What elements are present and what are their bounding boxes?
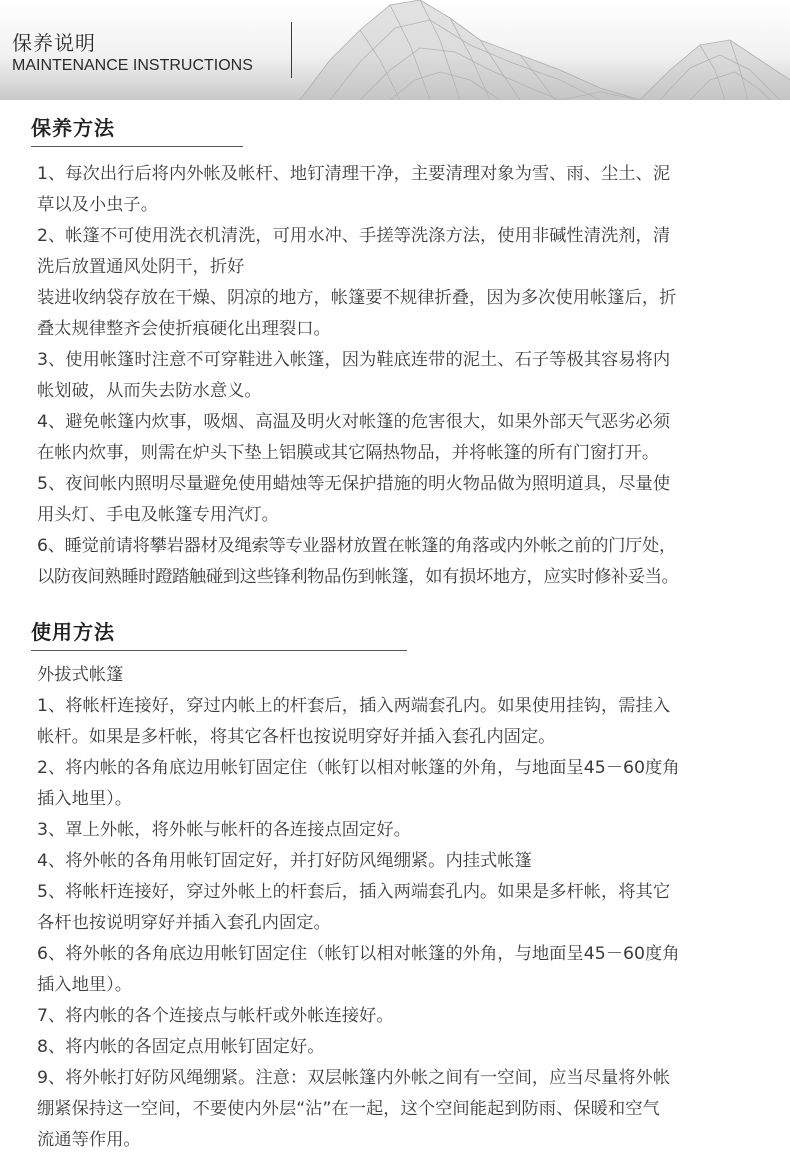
maintenance-line: 1、每次出行后将内外帐及帐杆、地钉清理干净，主要清理对象为雪、雨、尘土、泥 bbox=[37, 164, 671, 184]
maintenance-line: 在帐内炊事，则需在炉头下垫上铝膜或其它隔热物品，并将帐篷的所有门窗打开。 bbox=[37, 443, 660, 463]
maintenance-section-rule bbox=[31, 146, 243, 147]
usage-line: 流通等作用。 bbox=[37, 1130, 141, 1150]
maintenance-line: 用头灯、手电及帐篷专用汽灯。 bbox=[37, 505, 279, 525]
maintenance-line: 以防夜间熟睡时蹬踏触碰到这些锋利物品伤到帐篷，如有损坏地方，应实时修补妥当。 bbox=[37, 567, 679, 587]
usage-line: 插入地里）。 bbox=[37, 789, 133, 809]
usage-content bbox=[37, 660, 789, 1156]
mountain-illustration bbox=[0, 0, 790, 100]
maintenance-line: 草以及小虫子。 bbox=[37, 195, 158, 215]
usage-subtitle: 外拔式帐篷 bbox=[37, 665, 124, 685]
usage-line: 8、将内帐的各固定点用帐钉固定好。 bbox=[37, 1037, 325, 1057]
maintenance-line: 洗后放置通风处阴干，折好 bbox=[37, 257, 245, 277]
usage-line: 2、将内帐的各角底边用帐钉固定住（帐钉以相对帐篷的外角，与地面呈45－60度角 bbox=[37, 758, 680, 778]
usage-line: 7、将内帐的各个连接点与帐杆或外帐连接好。 bbox=[37, 1006, 394, 1026]
header-divider bbox=[291, 22, 292, 78]
maintenance-line: 3、使用帐篷时注意不可穿鞋进入帐篷，因为鞋底连带的泥土、石子等极其容易将内 bbox=[37, 350, 671, 370]
usage-line: 各杆也按说明穿好并插入套孔内固定。 bbox=[37, 913, 331, 933]
usage-section-title: 使用方法 bbox=[31, 620, 115, 644]
usage-line: 4、将外帐的各角用帐钉固定好，并打好防风绳绷紧。内挂式帐篷 bbox=[37, 851, 532, 871]
usage-section-rule bbox=[31, 650, 407, 651]
maintenance-line: 装进收纳袋存放在干燥、阴凉的地方，帐篷要不规律折叠，因为多次使用帐篷后，折 bbox=[37, 288, 677, 308]
maintenance-line: 帐划破，从而失去防水意义。 bbox=[37, 381, 262, 401]
usage-line: 5、将帐杆连接好，穿过外帐上的杆套后，插入两端套孔内。如果是多杆帐，将其它 bbox=[37, 882, 671, 902]
maintenance-line: 5、夜间帐内照明尽量避免使用蜡烛等无保护措施的明火物品做为照明道具，尽量使 bbox=[37, 474, 671, 494]
maintenance-section-title: 保养方法 bbox=[31, 116, 115, 140]
usage-line: 绷紧保持这一空间，不要使内外层“沾”在一起，这个空间能起到防雨、保暖和空气 bbox=[37, 1099, 660, 1119]
usage-line: 帐杆。如果是多杆帐，将其它各杆也按说明穿好并插入套孔内固定。 bbox=[37, 727, 556, 747]
usage-line: 9、将外帐打好防风绳绷紧。注意：双层帐篷内外帐之间有一空间，应当尽量将外帐 bbox=[37, 1068, 671, 1088]
maintenance-line: 2、帐篷不可使用洗衣机清洗，可用水冲、手搓等洗涤方法，使用非碱性清洗剂，清 bbox=[37, 226, 671, 246]
header-title-cn: 保养说明 bbox=[12, 31, 96, 55]
usage-line: 1、将帐杆连接好，穿过内帐上的杆套后，插入两端套孔内。如果使用挂钩，需挂入 bbox=[37, 696, 671, 716]
maintenance-line: 6、睡觉前请将攀岩器材及绳索等专业器材放置在帐篷的角落或内外帐之前的门厅处， bbox=[37, 536, 677, 556]
usage-line: 3、罩上外帐，将外帐与帐杆的各连接点固定好。 bbox=[37, 820, 411, 840]
header-title-en: MAINTENANCE INSTRUCTIONS bbox=[12, 57, 253, 74]
header-banner bbox=[0, 0, 790, 100]
usage-line: 插入地里）。 bbox=[37, 975, 133, 995]
maintenance-line: 4、避免帐篷内炊事，吸烟、高温及明火对帐篷的危害很大，如果外部天气恶劣必须 bbox=[37, 412, 671, 432]
usage-line: 6、将外帐的各角底边用帐钉固定住（帐钉以相对帐篷的外角，与地面呈45－60度角 bbox=[37, 944, 680, 964]
maintenance-content bbox=[37, 159, 789, 593]
maintenance-line: 叠太规律整齐会使折痕硬化出理裂口。 bbox=[37, 319, 331, 339]
